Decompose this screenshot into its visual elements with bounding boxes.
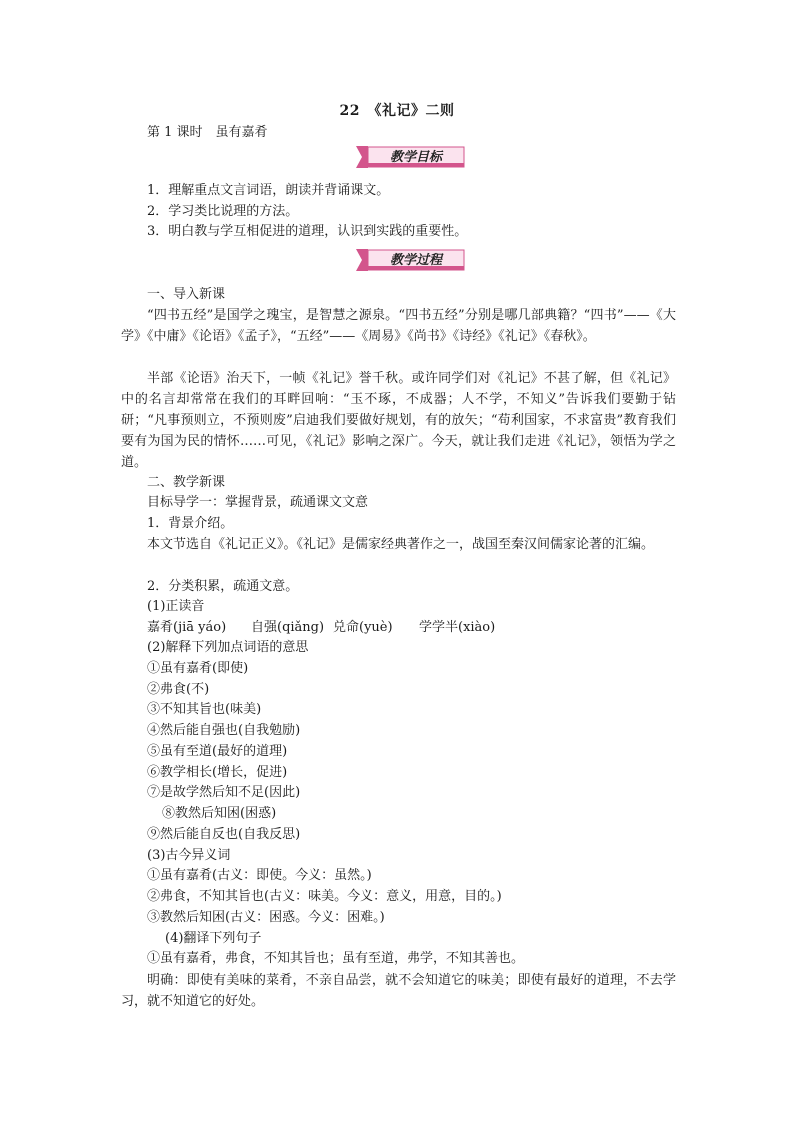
subsection-heading: (1)正读音: [147, 599, 205, 614]
answer-text: 明确：即使有美味的菜肴，不亲自品尝，就不会知道它的味美；即使有最好的道理，不去学习，就不知道它的好处。: [121, 973, 676, 1009]
word-item: ⑦是故学然后知不足(因此): [147, 785, 301, 800]
word-item: ②弗食(不): [147, 682, 210, 697]
goal-guide: 目标导学一：掌握背景，疏通课文文意: [147, 495, 369, 510]
page-title: 22 《礼记》二则: [339, 103, 455, 119]
subsection-heading: (4)翻译下列句子: [165, 931, 262, 946]
classify-heading: 2．分类积累，疏通文意。: [147, 579, 299, 594]
pinyin-item: 自强(qiǎng): [251, 620, 325, 635]
background-text: 本文节选自《礼记正义》。《礼记》是儒家经典著作之一，战国至秦汉间儒家论著的汇编。: [147, 537, 655, 552]
word-item: ③不知其旨也(味美): [147, 702, 262, 717]
translate-sentence: ①虽有嘉肴，弗食，不知其旨也；虽有至道，弗学，不知其善也。: [147, 951, 525, 966]
teaching-process-label: 教学过程: [389, 253, 443, 268]
goal-item: 1．理解重点文言词语，朗读并背诵课文。: [147, 183, 390, 198]
pronunciation-row: [147, 618, 495, 638]
subsection-heading: (3)古今异义词: [147, 848, 231, 863]
background-heading: 1．背景介绍。: [147, 516, 234, 531]
goal-item: 2．学习类比说理的方法。: [147, 204, 299, 219]
word-item: ⑧教然后知困(困惑): [162, 806, 277, 821]
word-item: ①虽有嘉肴(即使): [147, 661, 249, 676]
ancient-word-item: ③教然后知困(古义：困惑。今义：困难。): [147, 910, 385, 925]
ancient-word-item: ①虽有嘉肴(古义：即使。今义：虽然。): [147, 868, 372, 883]
subsection-heading: (2)解释下列加点词语的意思: [147, 640, 309, 655]
word-item: ⑨然后能自反也(自我反思): [147, 827, 301, 842]
pinyin-item: 学学半(xiào): [419, 620, 496, 635]
intro-paragraph: 半部《论语》治天下，一帧《礼记》誉千秋。或许同学们对《礼记》不甚了解，但《礼记》中的名言却常常在我们的耳畔回响：“玉不琢，不成器；人不学，不知义”告诉我们要勤于钻研；“凡事预则立，不预则废”启迪我们要做好规划，有的放矢；“苟利国家，不求富贵”教育我们要有为国为民的情怀……可见，《礼记》影响之深广。今天，就让我们走进《礼记》，领悟为学之道。: [121, 371, 676, 470]
teaching-goals-banner: [356, 146, 468, 168]
intro-paragraph: “四书五经”是国学之瑰宝，是智慧之源泉。“四书五经”分别是哪几部典籍？“四书”——《大学》《中庸》《论语》《孟子》，“五经”——《周易》《尚书》《诗经》《礼记》《春秋》。: [121, 308, 676, 344]
word-item: ⑥教学相长(增长，促进): [147, 765, 288, 780]
lesson-subtitle: 第 1 课时 虽有嘉肴: [147, 125, 268, 140]
word-item: ④然后能自强也(自我勉励): [147, 723, 301, 738]
pinyin-item: 嘉肴(jiā yáo): [147, 620, 227, 635]
teaching-goals-label: 教学目标: [389, 150, 443, 165]
ancient-word-item: ②弗食，不知其旨也(古义：味美。今义：意义，用意，目的。): [147, 889, 502, 904]
section-heading: 一、导入新课: [147, 287, 226, 302]
teaching-process-banner: [356, 249, 468, 271]
pinyin-item: 兑命(yuè): [333, 620, 393, 635]
goal-item: 3．明白教与学互相促进的道理，认识到实践的重要性。: [147, 224, 468, 239]
word-item: ⑤虽有至道(最好的道理): [147, 744, 288, 759]
section-heading: 二、教学新课: [147, 475, 226, 490]
